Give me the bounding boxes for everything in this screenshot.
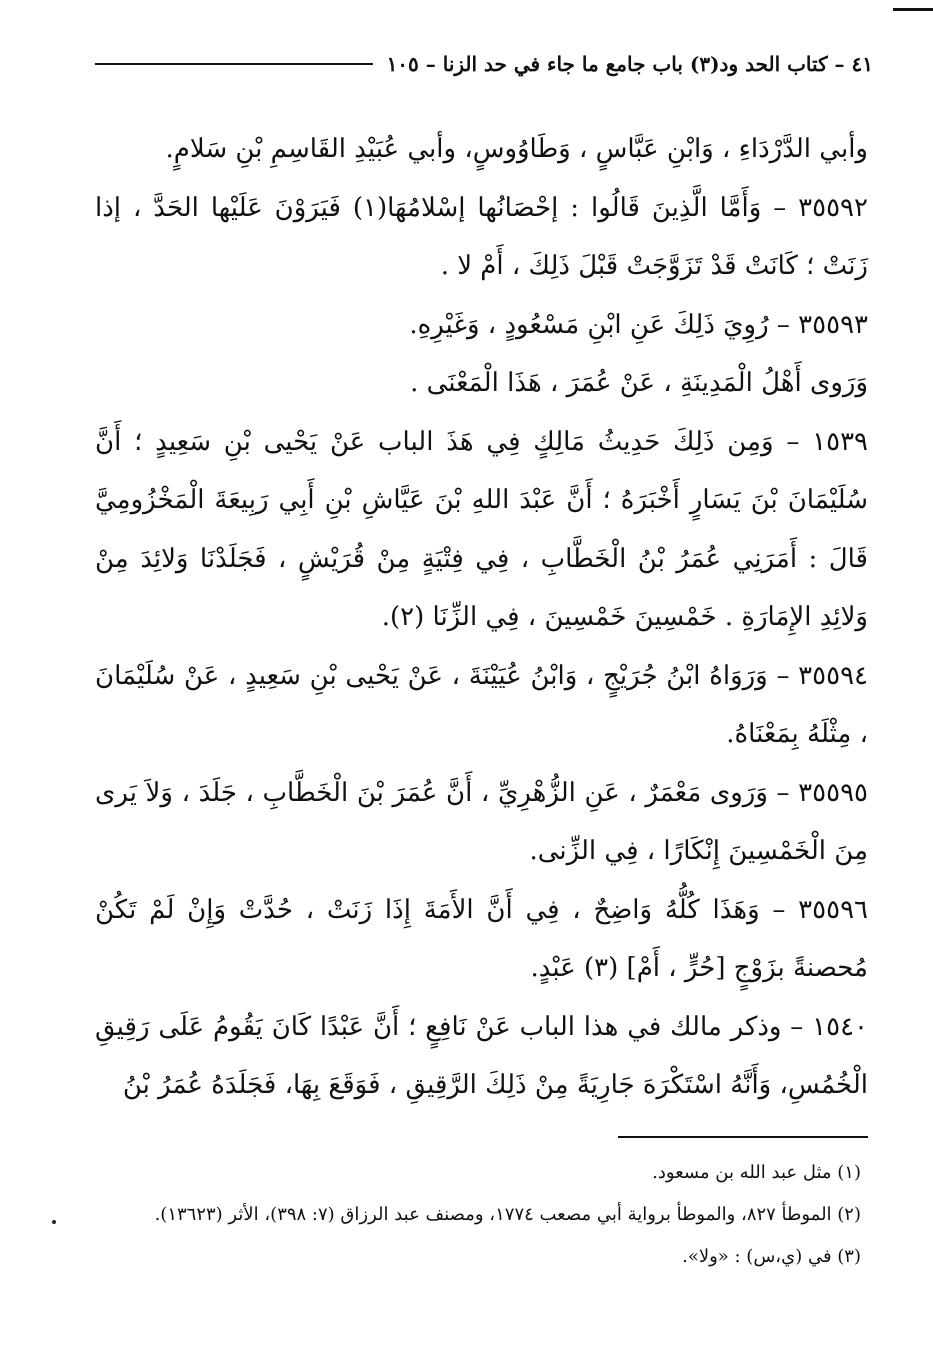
paragraph: ٣٥٥٩٥ – وَرَوى مَعْمَرٌ ، عَنِ الزُّهْرِيِّ ، أَنَّ عُمَرَ بْنَ الْخَطَّابِ ، جَلَدَ ، وَلاَ يَرى مِنَ الْخَمْسِينَ إِنْكَارًا ، فِي الزِّنى. [95, 777, 868, 866]
paragraph: وَرَوى أَهْلُ الْمَدِينَةِ ، عَنْ عُمَرَ ، هَذَا الْمَعْنَى . [410, 368, 868, 398]
footnote: (٢) الموطأ ٨٢٧، والموطأ برواية أبي مصعب ١٧٧٤، ومصنف عبد الرزاق (٧: ٣٩٨)، الأثر (١٣٦٢٣). [154, 1204, 861, 1225]
corner-mark [893, 8, 933, 11]
paragraph: ١٥٤٠ – وذكر مالك في هذا الباب عَنْ نَافِعٍ ؛ أَنَّ عَبْدًا كَانَ يَقُومُ عَلَى رَقِيقِ الْخُمُسِ، وَأَنَّهُ اسْتَكْرَهَ جَارِيَةً مِنْ ذَلِكَ الرَّقِيقِ ، فَوَقَعَ بِهَا، فَجَلَدَهُ عُمَرُ بْنُ [95, 1011, 868, 1100]
footnote-separator [618, 1136, 868, 1138]
main-text [95, 120, 868, 1115]
paragraph: ٣٥٥٩٢ – وَأَمَّا الَّذِينَ قَالُوا : إحْصَانُها إسْلامُهَا(١) فَيَرَوْنَ عَلَيْها الحَدَّ ، إذا زَنَتْ ؛ كَانَتْ قَدْ تَزَوَّجَتْ قَبْلَ ذَلِكَ ، أَمْ لا . [95, 192, 868, 281]
paragraph: ١٥٣٩ – وَمِن ذَلِكَ حَدِيثُ مَالِكٍ فِي هَذَ الباب عَنْ يَحْيى بْنِ سَعِيدٍ ؛ أَنَّ سُلَيْمَانَ بْنَ يَسَارٍ أَخْبَرَهُ ؛ أَنَّ عَبْدَ اللهِ بْنَ عَيَّاشِ بْنِ أَبِي رَبِيعَةَ الْمَخْزُومِيَّ قَالَ : أَمَرَنِي عُمَرُ بْنُ الْخَطَّابِ ، فِي فِتْيَةٍ مِنْ قُرَيْشٍ ، فَجَلَدْنَا وَلائِدَ مِنْ وَلائِدِ الإِمَارَةِ . خَمْسِينَ خَمْسِينَ ، فِي الزِّنَا (٢). [95, 426, 868, 632]
footnote: (١) مثل عبد الله بن مسعود. [652, 1162, 861, 1183]
footnote: (٣) في (ي،س) : «ولا». [682, 1246, 861, 1267]
running-header [95, 44, 873, 84]
header-title: ٤١ – كتاب الحد ود(٣) باب جامع ما جاء في حد الزنا – ١٠٥ [386, 52, 873, 76]
header-rule [95, 63, 373, 65]
paragraph: ٣٥٥٩٦ – وَهَذَا كُلُّهُ وَاضِحٌ ، فِي أَنَّ الأَمَةَ إِذَا زَنَتْ ، حُدَّتْ وَإِنْ لَمْ تَكُنْ مُحصنةً بزَوْجٍ [حُرٍّ ، أَمْ] (٣) عَبْدٍ. [95, 894, 868, 983]
footnotes [95, 1152, 861, 1278]
paragraph: ٣٥٥٩٣ – رُوِيَ ذَلِكَ عَنِ ابْنِ مَسْعُودٍ ، وَغَيْرِهِ. [409, 309, 868, 340]
paragraph: وأبي الدَّرْدَاءِ ، وَابْنِ عَبَّاسٍ ، وَطَاوُوسٍ، وأبي عُبَيْدِ القَاسِمِ بْنِ سَلامٍ. [165, 134, 868, 164]
ink-dot [52, 1220, 56, 1224]
paragraph: ٣٥٥٩٤ – وَرَوَاهُ ابْنُ جُرَيْجٍ ، وَابْنُ عُيَيْنَةَ ، عَنْ يَحْيى بْنِ سَعِيدٍ ، عَنْ سُلَيْمَانَ ، مِثْلَهُ بِمَعْنَاهُ. [95, 660, 868, 749]
